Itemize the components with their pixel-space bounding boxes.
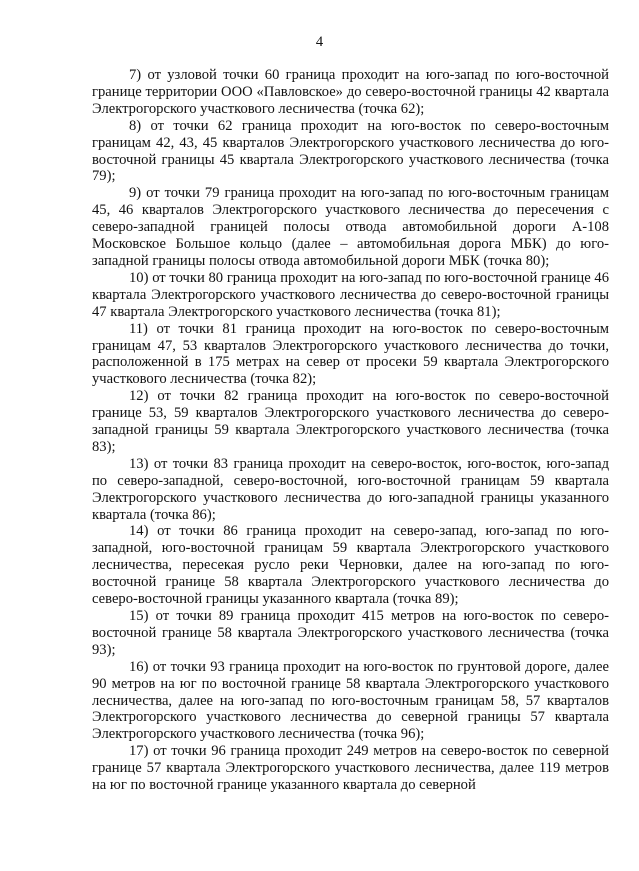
paragraph-item-17: 17) от точки 96 граница проходит 249 метров на северо-восток по северной границе 57 квартала Электрогорского участкового лесничества, далее 119 метров на юг по восточной границе указанного квартала до северной xyxy=(92,743,609,794)
paragraph-item-11: 11) от точки 81 граница проходит на юго-восток по северо-восточным границам 47, 53 кварталов Электрогорского участкового лесничества до точки, расположенной в 175 метрах на север от просеки 59 квартала Электрогорского участкового лесничества (точка 82); xyxy=(92,320,609,388)
paragraph-item-16: 16) от точки 93 граница проходит на юго-восток по грунтовой дороге, далее 90 метров на юг по восточной границе 58 квартала Электрогорского участкового лесничества, далее на юго-запад по юго-восточным границам 58, 57 кварталов Электрогорского участкового лесничества до северной границы 57 квартала Электрогорского участкового лесничества (точка 96); xyxy=(92,658,609,743)
document-body xyxy=(92,67,609,794)
paragraph-item-7: 7) от узловой точки 60 граница проходит на юго-запад по юго-восточной границе территории ООО «Павловское» до северо-восточной границы 42 квартала Электрогорского участкового лесничества (точка 62); xyxy=(92,67,609,117)
paragraph-item-8: 8) от точки 62 граница проходит на юго-восток по северо-восточным границам 42, 43, 45 кварталов Электрогорского участкового лесничества до юго-восточной границы 45 квартала Электрогорского участкового лесничества (точка 79); xyxy=(92,117,609,185)
paragraph-item-9: 9) от точки 79 граница проходит на юго-запад по юго-восточным границам 45, 46 кварталов Электрогорского участкового лесничества до пересечения с северо-западной границей полосы отвода автомобильной дороги А-108 Московское Большое кольцо (далее – автомобильная дорога МБК) до юго-западной границы полосы отвода автомобильной дороги МБК (точка 80); xyxy=(92,185,609,269)
paragraph-item-10: 10) от точки 80 граница проходит на юго-запад по юго-восточной границе 46 квартала Электрогорского участкового лесничества до северо-восточной границы 47 квартала Электрогорского участкового лесничества (точка 81); xyxy=(92,269,609,320)
paragraph-item-13: 13) от точки 83 граница проходит на северо-восток, юго-восток, юго-запад по северо-западной, северо-восточной, юго-восточной границам 59 квартала Электрогорского участкового лесничества до юго-западной границы указанного квартала (точка 86); xyxy=(92,455,609,523)
paragraph-item-12: 12) от точки 82 граница проходит на юго-восток по северо-восточной границе 53, 59 кварталов Электрогорского участкового лесничества до северо-западной границы 59 квартала Электрогорского участкового лесничества (точка 83); xyxy=(92,388,609,455)
paragraph-item-15: 15) от точки 89 граница проходит 415 метров на юго-восток по северо-восточной границе 58 квартала Электрогорского участкового лесничества (точка 93); xyxy=(92,608,609,658)
paragraph-item-14: 14) от точки 86 граница проходит на северо-запад, юго-запад по юго-западной, юго-восточной границам 59 квартала Электрогорского участкового лесничества, пересекая русло реки Черновки, далее на юго-запад по юго-восточной границе 58 квартала Электрогорского участкового лесничества до северо-восточной границы указанного квартала (точка 89); xyxy=(92,523,609,608)
page-number: 4 xyxy=(315,34,324,50)
